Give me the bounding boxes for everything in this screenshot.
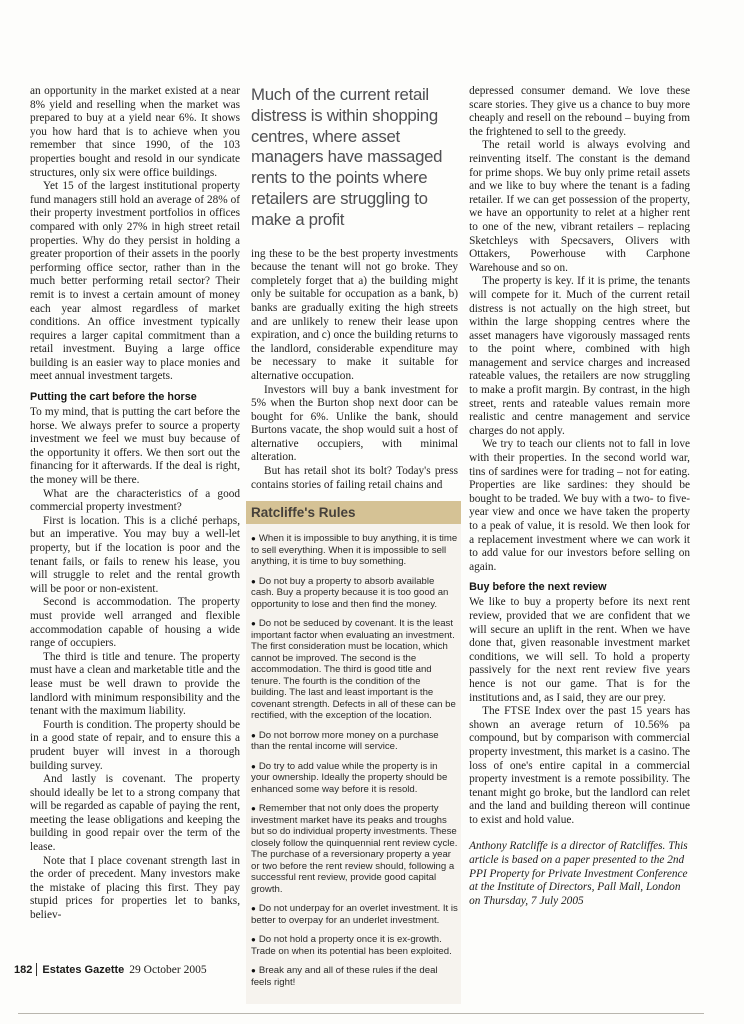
paragraph: The FTSE Index over the past 15 years has shown an average return of 10.56% pa compound, but by comparison with commercial property investment, this market is a casino. The loss of one's entire capital in a commercial property investment is a remote possibility. The tenant might go broke, but the landlord can relet and the land and building thereon will continue to exist and hold value. — [469, 705, 690, 826]
bullet-icon: ● — [251, 761, 256, 771]
rule-item — [251, 761, 458, 796]
paragraph: an opportunity in the market existed at a near 8% yield and reselling when the market was prepared to buy at a yield near 6%. It shows you how hard that is to achieve when you remember that since 1990, of the 103 properties bought and resold in our syndicate structures, only six were office buildings. — [30, 85, 241, 179]
bullet-icon: ● — [251, 904, 256, 914]
paragraph: Note that I place covenant strength last in the order of precedent. Many investors make the mistake of placing this first. They pay stupid prices for properties let to banks, believ- — [30, 854, 241, 922]
rule-item — [251, 576, 458, 611]
rule-text: Remember that not only does the property investment market have its peaks and troughs but so do individual property investments. These closely follow the quinquennial rent review cycle. The purchase of a reversionary property a year or two before the rent review should, following a successful rent review, provide good capital growth. — [251, 803, 458, 895]
rules-box-title: Ratcliffe's Rules — [246, 501, 461, 524]
column-1 — [30, 85, 240, 1004]
rule-item — [251, 730, 458, 753]
paragraph: Fourth is condition. The property should be in a good state of repair, and to ensure this a prudent buyer will invest in a thorough building survey. — [30, 718, 241, 772]
paragraph: Second is accommodation. The property must provide well arranged and flexible accommodation capable of housing a wide range of occupiers. — [30, 596, 241, 650]
rule-item — [251, 618, 458, 722]
rule-text: When it is impossible to buy anything, it is time to sell everything. When it is impossible to sell anything, it is time to buy something. — [251, 533, 458, 568]
paragraph: The third is title and tenure. The property must have a clean and marketable title and the lease must be well drawn to provide the landlord with minimum responsibility and the tenant with the maximum liability. — [30, 650, 241, 718]
bullet-icon: ● — [251, 576, 256, 586]
bullet-icon: ● — [251, 730, 256, 740]
page-number: 182 — [14, 963, 33, 976]
author-bio: Anthony Ratcliffe is a director of Ratcliffes. This article is based on a paper presented to the 2nd PPI Property for Private Investment Conference at the Institute of Directors, Pall Mall, London on Thursday, 7 July 2005 — [469, 840, 688, 907]
paragraph: The property is key. If it is prime, the tenants will compete for it. Much of the current retail distress is not actually on the high street, but within the large shopping centres where the asset managers have vigorously massaged rents to the point where, combined with high management and service charges and increased rateable values, the retailers are now struggling to make a profit margin. By contrast, in the high street, rents and rateable values remain more realistic and centre management and service charges do not apply. — [469, 275, 690, 437]
issue-date: 29 October 2005 — [129, 963, 207, 976]
column-2 — [251, 85, 458, 1004]
paragraph: Investors will buy a bank investment for 5% when the Burton shop next door can be bought for 6%. Unlike the bank, should Burtons vacate, the shop would suit a host of alternative occupiers, with minimal alteration. — [251, 383, 459, 464]
rule-text: Do not underpay for an overlet investment. It is better to overpay for an underlet investment. — [251, 903, 458, 926]
paragraph: ing these to be the best property investments because the tenant will not go broke. They completely forget that a) the building might only be suitable for occupation as a bank, b) banks are gradually exiting the high streets and are unlikely to renew their lease upon expiration, and c) once the building returns to the landlord, considerable expenditure may be necessary to make it suitable for alternative occupation. — [251, 247, 459, 382]
footer-divider — [36, 963, 37, 976]
paragraph: depressed consumer demand. We love these scare stories. They give us a chance to buy more cheaply and resell on the rebound – buying from the frightened to sell to the greedy. — [469, 85, 690, 138]
rule-item — [251, 965, 458, 988]
bullet-icon: ● — [251, 534, 256, 544]
rule-text: Do not be seduced by covenant. It is the least important factor when evaluating an investment. The first consideration must be location, which cannot be improved. The second is the accommodation. The third is good title and tenure. The fourth is the condition of the building. The last and least important is the covenant strength. Defects in all of these can be rectified, with the exception of the location. — [251, 618, 456, 722]
paragraph: What are the characteristics of a good commercial property investment? — [30, 487, 241, 514]
paragraph: We like to buy a property before its next rent review, provided that we are confident that we will secure an uplift in the rent. When we have done that, given reasonable investment market conditions, we will sell. To hold a property passively for the next rent review five years hence is not our game. That is for the institutions and, as I said, they are our prey. — [469, 596, 690, 704]
bullet-icon: ● — [251, 804, 256, 814]
page-footer — [14, 963, 207, 976]
rule-text: Break any and all of these rules if the deal feels right! — [251, 965, 438, 988]
article-columns — [30, 85, 690, 1004]
rule-item — [251, 533, 458, 568]
page-bottom-rule — [18, 1013, 704, 1014]
paragraph: We try to teach our clients not to fall in love with their properties. In the second world war, tins of sardines were for trading – not for eating. Properties are like sardines: they should be bought to be traded. We buy with a two- to five-year view and once we have taken the property to a peak of value, it is resold. We then look for a replacement investment where we can work it to add value for our investors before selling on again. — [469, 438, 690, 573]
rule-text: Do not borrow more money on a purchase than the rental income will service. — [251, 729, 439, 753]
paragraph: Yet 15 of the largest institutional property fund managers still hold an average of 28% of their property investment portfolios in offices compared with only 27% in high street retail properties. Why do they persist in holding a greater proportion of their assets in the poorly performing office sector, rather than in the much better performing retail sector? Their remit is to invest a certain amount of money each year almost regardless of market conditions. An office investment typically requires a larger capital commitment than a retail investment. Buying a large office building is an easier way to place monies and meet annual investment targets. — [30, 180, 241, 383]
section-heading-buy-before-review: Buy before the next review — [469, 581, 607, 594]
ratcliffes-rules-box — [246, 501, 461, 1004]
section-heading-cart-before-horse: Putting the cart before the horse — [30, 391, 197, 404]
paragraph: But has retail shot its bolt? Today's press contains stories of failing retail chains and — [251, 465, 459, 491]
rule-text: Do not hold a property once it is ex-growth. Trade on when its potential has been exploited. — [251, 934, 452, 957]
rule-text: Do not buy a property to absorb available cash. Buy a property because it is too good an opportunity to lose and then find the money. — [251, 575, 449, 610]
bullet-icon: ● — [251, 966, 256, 976]
paragraph: To my mind, that is putting the cart before the horse. We always prefer to source a property investment we feel we must buy because of the opportunity it offers. We then sort out the financing for it afterwards. If the deal is right, the money will be there. — [30, 406, 241, 487]
column-3 — [469, 85, 690, 1004]
rule-text: Do try to add value while the property is in your ownership. Ideally the property should be enhanced some way before it is resold. — [251, 760, 448, 795]
pull-quote: Much of the current retail distress is within shopping centres, where asset managers have massaged rents to the points where retailers are struggling to make a profit — [251, 85, 443, 229]
paragraph: The retail world is always evolving and reinventing itself. The constant is the demand for prime shops. We buy only prime retail assets and we like to buy where the tenant is a fading retailer. If we can get possession of the property, we have an opportunity to relet at a higher rent to one of the new, vibrant retailers – replacing Sketchleys with Specsavers, Olivers with Ottakers, Powerhouse with Carphone Warehouse and so on. — [469, 139, 690, 274]
paragraph: And lastly is covenant. The property should ideally be let to a strong company that will be regarded as capable of paying the rent, meeting the lease obligations and keeping the building in good repair over the term of the lease. — [30, 773, 241, 854]
paragraph: First is location. This is a cliché perhaps, but an imperative. You may buy a well-let property, but if the location is poor and the tenant fails, or fails to renew his lease, you will struggle to relet and the rental growth will be poor or non-existent. — [30, 514, 241, 595]
rule-item — [251, 934, 458, 957]
rule-item — [251, 803, 458, 895]
bullet-icon: ● — [251, 619, 256, 629]
publication-name: Estates Gazette — [42, 963, 125, 976]
bullet-icon: ● — [251, 935, 256, 945]
rule-item — [251, 903, 458, 926]
